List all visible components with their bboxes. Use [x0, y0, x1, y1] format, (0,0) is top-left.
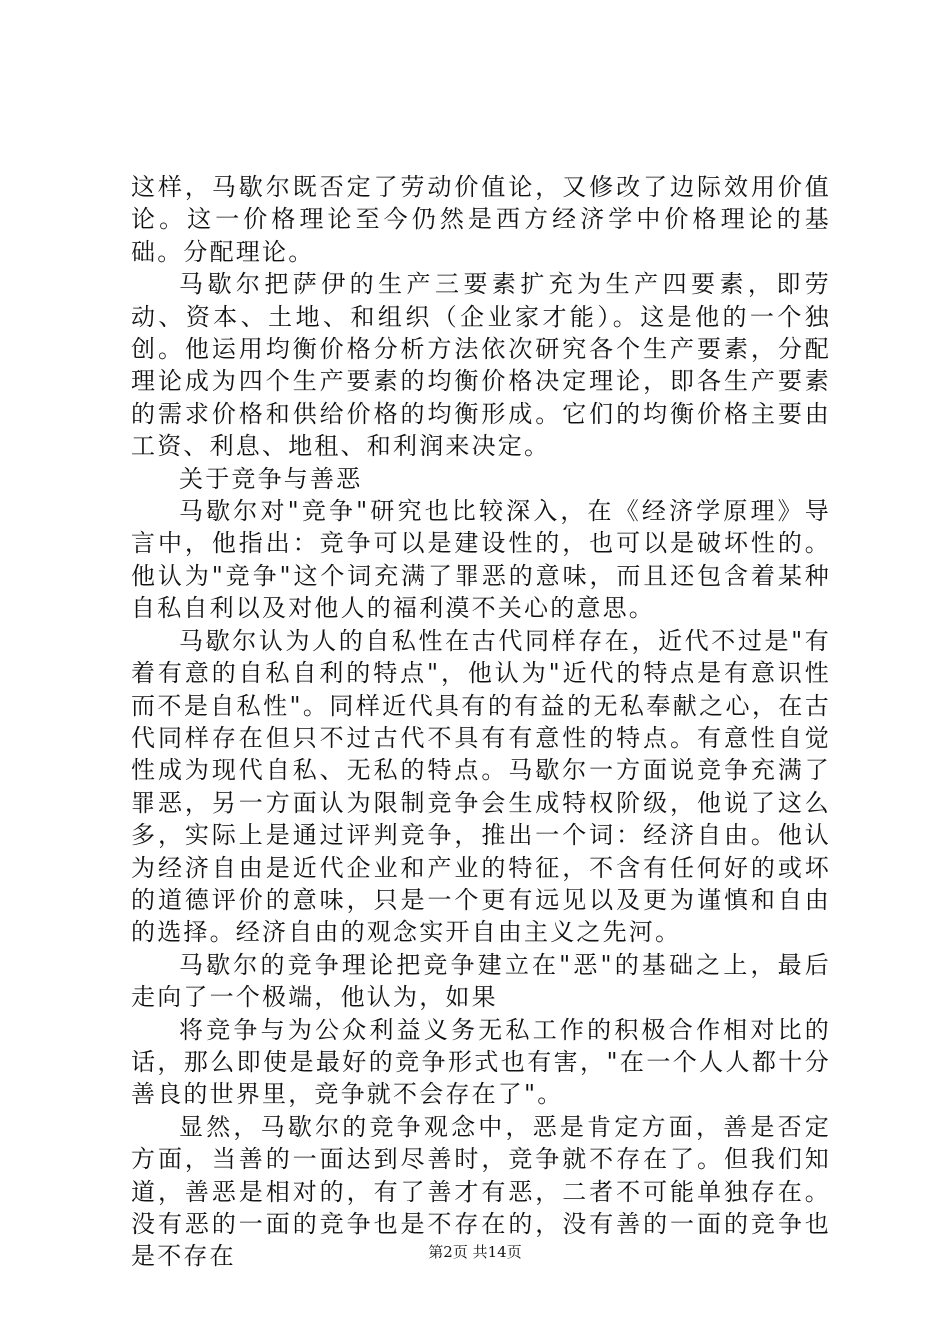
paragraph-5: 马歇尔的竞争理论把竞争建立在"恶"的基础之上，最后走向了一个极端，他认为，如果	[131, 950, 831, 1012]
paragraph-1: 这样，马歇尔既否定了劳动价值论，又修改了边际效用价值论。这一价格理论至今仍然是西方经济学中价格理论的基础。分配理论。	[131, 173, 831, 266]
paragraph-3: 马歇尔对"竞争"研究也比较深入，在《经济学原理》导言中，他指出：竞争可以是建设性的，也可以是破坏性的。他认为"竞争"这个词充满了罪恶的意味，而且还包含着某种自私自利以及对他人的福利漠不关心的意思。	[131, 497, 831, 623]
paragraph-7: 显然，马歇尔的竞争观念中，恶是肯定方面，善是否定方面，当善的一面达到尽善时，竞争就不存在了。但我们知道，善恶是相对的，有了善才有恶，二者不可能单独存在。没有恶的一面的竞争也是不存在的，没有善的一面的竞争也是不存在	[131, 1112, 831, 1271]
paragraph-6: 将竞争与为公众利益义务无私工作的积极合作相对比的话，那么即使是最好的竞争形式也有害，"在一个人人都十分善良的世界里，竞争就不会存在了"。	[131, 1015, 831, 1109]
page-footer	[0, 1242, 950, 1262]
document-body	[131, 171, 831, 1273]
paragraph-4: 马歇尔认为人的自私性在古代同样存在，近代不过是"有着有意的自私自利的特点"，他认为"近代的特点是有意识性而不是自私性"。同样近代具有的有益的无私奉献之心，在古代同样存在但只不过古代不具有有意性的特点。有意性自觉性成为现代自私、无私的特点。马歇尔一方面说竞争充满了罪恶，另一方面认为限制竞争会生成特权阶级，他说了这么多，实际上是通过评判竞争，推出一个词：经济自由。他认为经济自由是近代企业和产业的特征，不含有任何好的或坏的道德评价的意味，只是一个更有远见以及更为谨慎和自由的选择。经济自由的观念实开自由主义之先河。	[131, 626, 831, 947]
section-heading: 关于竞争与善恶	[179, 464, 363, 493]
paragraph-2: 马歇尔把萨伊的生产三要素扩充为生产四要素，即劳动、资本、土地、和组织（企业家才能）。这是他的一个独创。他运用均衡价格分析方法依次研究各个生产要素，分配理论成为四个生产要素的均衡价格决定理论，即各生产要素的需求价格和供给价格的均衡形成。它们的均衡价格主要由工资、利息、地租、和利润来决定。	[131, 270, 831, 461]
page-number-label: 第2页 共14页	[428, 1243, 522, 1261]
